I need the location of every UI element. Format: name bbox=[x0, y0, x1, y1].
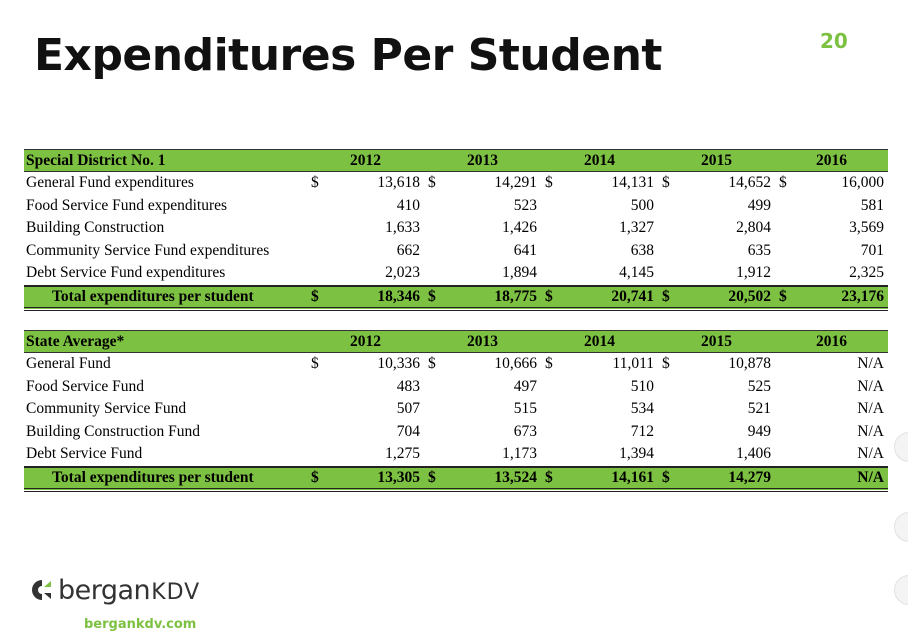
currency-symbol bbox=[541, 195, 563, 218]
amount-cell: 16,000 bbox=[841, 174, 884, 192]
total-amount-cell: 18,346 bbox=[329, 286, 424, 309]
amount-cell: 11,011 bbox=[612, 355, 654, 373]
amount-cell: 704 bbox=[396, 422, 420, 440]
currency-symbol: $ bbox=[545, 355, 553, 373]
amount-cell: 4,145 bbox=[619, 264, 654, 282]
table-row bbox=[24, 195, 888, 218]
currency-symbol bbox=[658, 262, 680, 286]
total-amount-cell: 20,741 bbox=[563, 286, 658, 309]
page-title: Expenditures Per Student bbox=[34, 30, 662, 81]
table-header-row bbox=[24, 331, 888, 353]
table-row bbox=[24, 172, 888, 195]
year-header: 2016 bbox=[775, 331, 888, 353]
amount-cell: 14,652 bbox=[728, 174, 771, 192]
amount-cell: 497 bbox=[513, 377, 537, 395]
total-amount-cell: 13,524 bbox=[446, 467, 541, 490]
year-header: 2014 bbox=[541, 150, 658, 172]
currency-symbol: $ bbox=[662, 174, 670, 192]
amount-cell: 14,291 bbox=[494, 174, 537, 192]
currency-symbol: $ bbox=[428, 355, 436, 373]
currency-symbol: $ bbox=[311, 355, 319, 373]
currency-symbol bbox=[307, 217, 329, 240]
currency-symbol bbox=[307, 262, 329, 286]
row-label: Building Construction Fund bbox=[26, 422, 200, 440]
currency-symbol bbox=[775, 398, 797, 421]
currency-symbol bbox=[307, 376, 329, 399]
amount-cell: 701 bbox=[860, 241, 884, 259]
company-logo bbox=[30, 570, 200, 610]
decorative-circle bbox=[894, 432, 908, 462]
currency-symbol: $ bbox=[428, 174, 436, 192]
currency-symbol bbox=[541, 443, 563, 467]
currency-symbol bbox=[541, 262, 563, 286]
amount-cell: 1,426 bbox=[502, 219, 537, 237]
amount-cell: 500 bbox=[630, 196, 654, 214]
currency-symbol: $ bbox=[658, 467, 680, 490]
currency-symbol: $ bbox=[779, 174, 787, 192]
amount-cell: N/A bbox=[857, 400, 884, 418]
total-amount-cell: N/A bbox=[797, 467, 888, 490]
currency-symbol: $ bbox=[541, 467, 563, 490]
amount-cell: N/A bbox=[857, 377, 884, 395]
currency-symbol bbox=[775, 353, 797, 376]
currency-symbol bbox=[775, 195, 797, 218]
total-row bbox=[24, 467, 888, 490]
amount-cell: 1,633 bbox=[385, 219, 420, 237]
amount-cell: 2,325 bbox=[849, 264, 884, 282]
amount-cell: 581 bbox=[860, 196, 884, 214]
table-row bbox=[24, 262, 888, 286]
total-amount-cell: 14,279 bbox=[680, 467, 775, 490]
amount-cell: 1,406 bbox=[736, 445, 771, 463]
currency-symbol bbox=[658, 398, 680, 421]
amount-cell: 673 bbox=[513, 422, 537, 440]
amount-cell: 1,912 bbox=[736, 264, 771, 282]
currency-symbol: $ bbox=[307, 467, 329, 490]
amount-cell: 499 bbox=[747, 196, 771, 214]
total-label: Total expenditures per student bbox=[24, 467, 307, 490]
table-row bbox=[24, 217, 888, 240]
currency-symbol bbox=[775, 467, 797, 490]
row-label: Food Service Fund bbox=[26, 377, 144, 395]
table-header-label: State Average* bbox=[24, 331, 307, 353]
amount-cell: 662 bbox=[396, 241, 420, 259]
currency-symbol: $ bbox=[662, 355, 670, 373]
amount-cell: 13,618 bbox=[377, 174, 420, 192]
amount-cell: 1,894 bbox=[502, 264, 537, 282]
amount-cell: 1,394 bbox=[619, 445, 654, 463]
amount-cell: N/A bbox=[857, 422, 884, 440]
amount-cell: 1,327 bbox=[619, 219, 654, 237]
currency-symbol bbox=[424, 217, 446, 240]
row-label: Debt Service Fund expenditures bbox=[26, 264, 226, 282]
currency-symbol bbox=[307, 421, 329, 444]
table-row bbox=[24, 353, 888, 376]
total-amount-cell: 20,502 bbox=[680, 286, 775, 309]
currency-symbol: $ bbox=[311, 174, 319, 192]
currency-symbol bbox=[541, 240, 563, 263]
currency-symbol bbox=[541, 421, 563, 444]
logo-name: bergan bbox=[58, 574, 151, 606]
amount-cell: 510 bbox=[630, 377, 654, 395]
row-label: Community Service Fund expenditures bbox=[26, 241, 270, 259]
total-amount-cell: 13,305 bbox=[329, 467, 424, 490]
year-header: 2016 bbox=[775, 150, 888, 172]
total-label: Total expenditures per student bbox=[24, 286, 307, 309]
currency-symbol bbox=[658, 376, 680, 399]
amount-cell: 712 bbox=[630, 422, 654, 440]
year-header: 2013 bbox=[424, 150, 541, 172]
amount-cell: 525 bbox=[747, 377, 771, 395]
currency-symbol bbox=[775, 217, 797, 240]
currency-symbol bbox=[541, 398, 563, 421]
amount-cell: 10,666 bbox=[494, 355, 537, 373]
year-header: 2012 bbox=[307, 331, 424, 353]
logo-suffix: KDV bbox=[151, 579, 201, 605]
currency-symbol bbox=[775, 262, 797, 286]
currency-symbol bbox=[307, 398, 329, 421]
currency-symbol bbox=[541, 376, 563, 399]
row-label: Building Construction bbox=[26, 219, 165, 237]
currency-symbol bbox=[658, 217, 680, 240]
currency-symbol bbox=[775, 376, 797, 399]
district-expenditures-table bbox=[24, 149, 888, 311]
currency-symbol bbox=[424, 240, 446, 263]
amount-cell: 3,569 bbox=[849, 219, 884, 237]
currency-symbol bbox=[658, 195, 680, 218]
currency-symbol: $ bbox=[424, 467, 446, 490]
table-row bbox=[24, 240, 888, 263]
row-label: Food Service Fund expenditures bbox=[26, 196, 228, 214]
amount-cell: 534 bbox=[630, 400, 654, 418]
row-label: General Fund bbox=[26, 355, 111, 373]
currency-symbol: $ bbox=[307, 286, 329, 309]
currency-symbol bbox=[658, 443, 680, 467]
amount-cell: 410 bbox=[396, 196, 420, 214]
state-average-table bbox=[24, 330, 888, 492]
table-header-row bbox=[24, 150, 888, 172]
table-row bbox=[24, 376, 888, 399]
amount-cell: 2,023 bbox=[385, 264, 420, 282]
row-label: General Fund expenditures bbox=[26, 174, 194, 192]
total-amount-cell: 23,176 bbox=[797, 286, 888, 309]
amount-cell: 2,804 bbox=[736, 219, 771, 237]
table-row bbox=[24, 398, 888, 421]
amount-cell: 14,131 bbox=[611, 174, 654, 192]
table-row bbox=[24, 421, 888, 444]
currency-symbol: $ bbox=[545, 174, 553, 192]
currency-symbol: $ bbox=[658, 286, 680, 309]
currency-symbol bbox=[424, 443, 446, 467]
currency-symbol: $ bbox=[424, 286, 446, 309]
amount-cell: 635 bbox=[747, 241, 771, 259]
currency-symbol bbox=[424, 398, 446, 421]
website-link[interactable]: bergankdv.com bbox=[84, 617, 197, 632]
currency-symbol bbox=[658, 421, 680, 444]
currency-symbol: $ bbox=[541, 286, 563, 309]
decorative-circle bbox=[894, 575, 908, 605]
year-header: 2015 bbox=[658, 331, 775, 353]
amount-cell: 638 bbox=[630, 241, 654, 259]
page-number: 20 bbox=[820, 29, 848, 53]
year-header: 2012 bbox=[307, 150, 424, 172]
amount-cell: 10,336 bbox=[377, 355, 420, 373]
amount-cell: 10,878 bbox=[728, 355, 771, 373]
amount-cell: N/A bbox=[857, 355, 884, 373]
currency-symbol bbox=[307, 240, 329, 263]
year-header: 2015 bbox=[658, 150, 775, 172]
row-label: Debt Service Fund bbox=[26, 445, 143, 463]
logo-mark-icon bbox=[30, 578, 54, 602]
decorative-circle bbox=[894, 512, 908, 542]
row-label: Community Service Fund bbox=[26, 400, 187, 418]
total-amount-cell: 18,775 bbox=[446, 286, 541, 309]
amount-cell: 523 bbox=[513, 196, 537, 214]
total-amount-cell: 14,161 bbox=[563, 467, 658, 490]
amount-cell: 641 bbox=[513, 241, 537, 259]
table-header-label: Special District No. 1 bbox=[24, 150, 307, 172]
amount-cell: N/A bbox=[857, 445, 884, 463]
currency-symbol bbox=[307, 195, 329, 218]
year-header: 2013 bbox=[424, 331, 541, 353]
currency-symbol bbox=[541, 217, 563, 240]
currency-symbol bbox=[424, 195, 446, 218]
currency-symbol bbox=[307, 443, 329, 467]
currency-symbol bbox=[775, 421, 797, 444]
table-row bbox=[24, 443, 888, 467]
amount-cell: 483 bbox=[396, 377, 420, 395]
currency-symbol: $ bbox=[775, 286, 797, 309]
amount-cell: 515 bbox=[513, 400, 537, 418]
currency-symbol bbox=[424, 376, 446, 399]
amount-cell: 1,275 bbox=[385, 445, 420, 463]
currency-symbol bbox=[658, 240, 680, 263]
currency-symbol bbox=[775, 443, 797, 467]
currency-symbol bbox=[424, 262, 446, 286]
year-header: 2014 bbox=[541, 331, 658, 353]
currency-symbol bbox=[775, 240, 797, 263]
currency-symbol bbox=[424, 421, 446, 444]
amount-cell: 507 bbox=[396, 400, 420, 418]
amount-cell: 949 bbox=[747, 422, 771, 440]
amount-cell: 521 bbox=[747, 400, 771, 418]
amount-cell: 1,173 bbox=[502, 445, 537, 463]
total-row bbox=[24, 286, 888, 309]
